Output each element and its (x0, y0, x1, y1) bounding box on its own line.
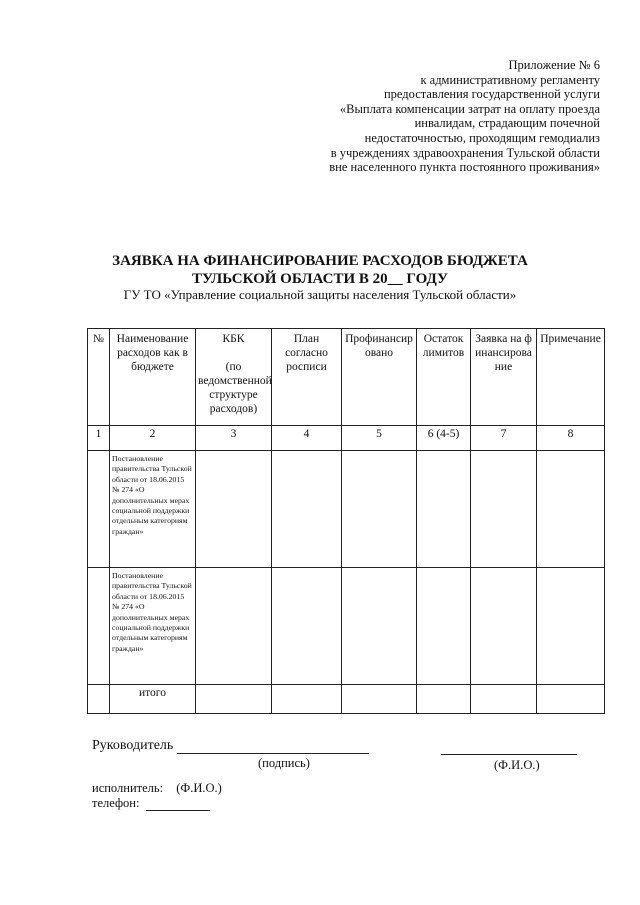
appendix-line: инвалидам, страдающим почечной (414, 116, 600, 131)
table-cell (537, 685, 605, 714)
table-row (88, 568, 605, 685)
head-signature-row (92, 738, 369, 754)
table-cell (537, 568, 605, 685)
table-cell (272, 451, 342, 568)
table-header-row (88, 329, 605, 426)
appendix-line: недостаточностью, проходящим гемодиализ (364, 130, 600, 145)
signature-caption: (подпись) (258, 756, 310, 770)
table-cell (417, 685, 471, 714)
table-cell (342, 685, 417, 714)
table-cell (471, 568, 537, 685)
column-number-row (88, 426, 605, 451)
appendix-line: к административному регламенту (420, 72, 600, 87)
phone-label: телефон: (92, 796, 140, 810)
table-cell (471, 685, 537, 714)
column-number: 4 (272, 426, 342, 451)
table-cell (342, 451, 417, 568)
phone-row (92, 796, 210, 811)
column-number: 5 (342, 426, 417, 451)
funding-request-table (87, 328, 605, 714)
table-cell (471, 451, 537, 568)
table-cell (272, 685, 342, 714)
document-subtitle: ГУ ТО «Управление социальной защиты населения Тульской области» (123, 287, 517, 302)
appendix-line: «Выплата компенсации затрат на оплату проезда (339, 101, 600, 116)
table-cell (417, 568, 471, 685)
executor-label: исполнитель: (92, 781, 164, 795)
document-title (0, 252, 640, 288)
column-number: 3 (196, 426, 272, 451)
appendix-line: Приложение № 6 (508, 58, 600, 72)
header-cell-plan: План согласно росписи (272, 329, 342, 426)
table-cell (88, 451, 110, 568)
column-number: 2 (110, 426, 196, 451)
header-cell-kbk: КБК (по ведомственной структуре расходов) (196, 329, 272, 426)
table-cell (196, 685, 272, 714)
appendix-header (240, 58, 600, 175)
header-cell-request: Заявка на финансирование (471, 329, 537, 426)
header-cell-name: Наименование расходов как в бюджете (110, 329, 196, 426)
phone-line (146, 796, 210, 811)
title-line-2: ТУЛЬСКОЙ ОБЛАСТИ В 20__ ГОДУ (191, 271, 448, 287)
column-number: 1 (88, 426, 110, 451)
name-caption: (Ф.И.О.) (494, 758, 540, 772)
executor-row (92, 781, 222, 796)
appendix-line: в учреждениях здравоохранения Тульской области (330, 145, 600, 160)
table-cell (88, 685, 110, 714)
header-cell-financed: Профинансировано (342, 329, 417, 426)
table-cell (537, 451, 605, 568)
executor-name: (Ф.И.О.) (176, 781, 222, 795)
expense-name-cell: Постановление правительства Тульской области от 18.06.2015 № 274 «О дополнительных мерах социальной поддержки отдельным категориям граждан» (110, 451, 196, 568)
table-cell (88, 568, 110, 685)
header-cell-number: № (88, 329, 110, 426)
expense-name-cell: Постановление правительства Тульской области от 18.06.2015 № 274 «О дополнительных мерах социальной поддержки отдельным категориям граждан» (110, 568, 196, 685)
column-number: 7 (471, 426, 537, 451)
table-cell (272, 568, 342, 685)
header-cell-remaining: Остаток лимитов (417, 329, 471, 426)
appendix-line: вне населенного пункта постоянного проживания» (329, 160, 600, 175)
title-line-1: ЗАЯВКА НА ФИНАНСИРОВАНИЕ РАСХОДОВ БЮДЖЕТА (112, 253, 528, 269)
column-number: 8 (537, 426, 605, 451)
column-number: 6 (4-5) (417, 426, 471, 451)
header-cell-note: Примечание (537, 329, 605, 426)
total-label: итого (110, 685, 196, 714)
table-cell (342, 568, 417, 685)
table-cell (196, 451, 272, 568)
head-label: Руководитель (92, 738, 174, 753)
signature-line (177, 739, 369, 754)
appendix-line: предоставления государственной услуги (383, 87, 600, 102)
table-row (88, 451, 605, 568)
table-cell (417, 451, 471, 568)
total-row (88, 685, 605, 714)
table-cell (196, 568, 272, 685)
name-line (441, 740, 577, 755)
